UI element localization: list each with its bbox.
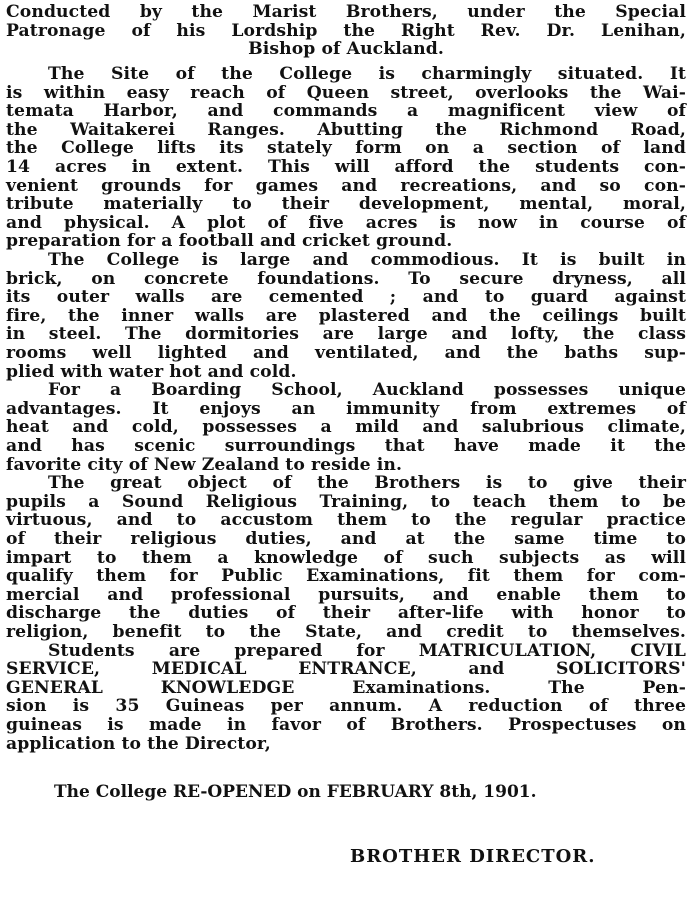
- text-line: The great object of the Brothers is to give their: [48, 473, 686, 494]
- text-line: SERVICE, MEDICAL ENTRANCE, and SOLICITORS': [6, 659, 686, 680]
- text-line: of their religious duties, and at the same time to: [6, 529, 686, 549]
- text-line: favorite city of New Zealand to reside in.: [6, 454, 403, 475]
- text-line: Bishop of Auckland.: [248, 39, 444, 60]
- text-line: rooms well lighted and ventilated, and the baths sup-: [6, 343, 686, 363]
- text-line: the Waitakerei Ranges. Abutting the Richmond Road,: [6, 119, 686, 140]
- text-line: guineas is made in favor of Brothers. Prospectuses on: [6, 715, 686, 735]
- text-line: virtuous, and to accustom them to the regular practice: [6, 510, 686, 531]
- text-line: Patronage of his Lordship the Right Rev. Dr. Lenihan,: [6, 20, 686, 41]
- text-line: pupils a Sound Religious Training, to teach them to be: [6, 491, 686, 512]
- text-line: discharge the duties of their after-life with honor to: [6, 603, 686, 624]
- text-line: religion, benefit to the State, and credit to themselves.: [6, 622, 686, 642]
- text-line: GENERAL KNOWLEDGE Examinations. The Pen-: [6, 677, 686, 698]
- text-line: impart to them a knowledge of such subjects as will: [6, 547, 686, 568]
- text-line: and physical. A plot of five acres is now in course of: [6, 212, 686, 233]
- text-line: in steel. The dormitories are large and lofty, the class: [6, 324, 686, 345]
- text-line: and has scenic surroundings that have made it the: [6, 436, 686, 456]
- text-line: temata Harbor, and commands a magnificent view of: [6, 101, 686, 122]
- text-line: 14 acres in extent. This will afford the students con-: [6, 157, 686, 177]
- text-line: mercial and professional pursuits, and enable them to: [6, 584, 686, 605]
- text-line: brick, on concrete foundations. To secure dryness, all: [6, 268, 686, 289]
- text-line: heat and cold, possesses a mild and salubrious climate,: [6, 417, 686, 438]
- text-line: sion is 35 Guineas per annum. A reduction of three: [6, 696, 686, 717]
- text-line: its outer walls are cemented ; and to guard against: [6, 287, 686, 308]
- text-line: is within easy reach of Queen street, overlooks the Wai-: [6, 82, 686, 103]
- signature: BROTHER DIRECTOR.: [350, 846, 596, 867]
- text-line: The Site of the College is charmingly situated. It: [48, 64, 686, 84]
- text-line: Conducted by the Marist Brothers, under the Special: [6, 2, 686, 22]
- text-line: For a Boarding School, Auckland possesses unique: [48, 380, 686, 401]
- reopened-notice: The College RE-OPENED on FEBRUARY 8th, 1901.: [54, 782, 537, 802]
- text-line: tribute materially to their development, mental, moral,: [6, 194, 686, 215]
- text-line: the College lifts its stately form on a section of land: [6, 138, 686, 159]
- text-line: preparation for a football and cricket ground.: [6, 231, 453, 252]
- text-line: plied with water hot and cold.: [6, 361, 297, 382]
- text-line: fire, the inner walls are plastered and the ceilings built: [6, 305, 686, 326]
- text-line: qualify them for Public Examinations, fit them for com-: [6, 566, 686, 587]
- text-line: application to the Director,: [6, 733, 271, 754]
- text-line: venient grounds for games and recreations, and so con-: [6, 175, 686, 196]
- text-line: Students are prepared for MATRICULATION, CIVIL: [48, 640, 686, 661]
- text-line: The College is large and commodious. It is built in: [48, 250, 686, 270]
- text-line: advantages. It enjoys an immunity from extremes of: [6, 398, 686, 419]
